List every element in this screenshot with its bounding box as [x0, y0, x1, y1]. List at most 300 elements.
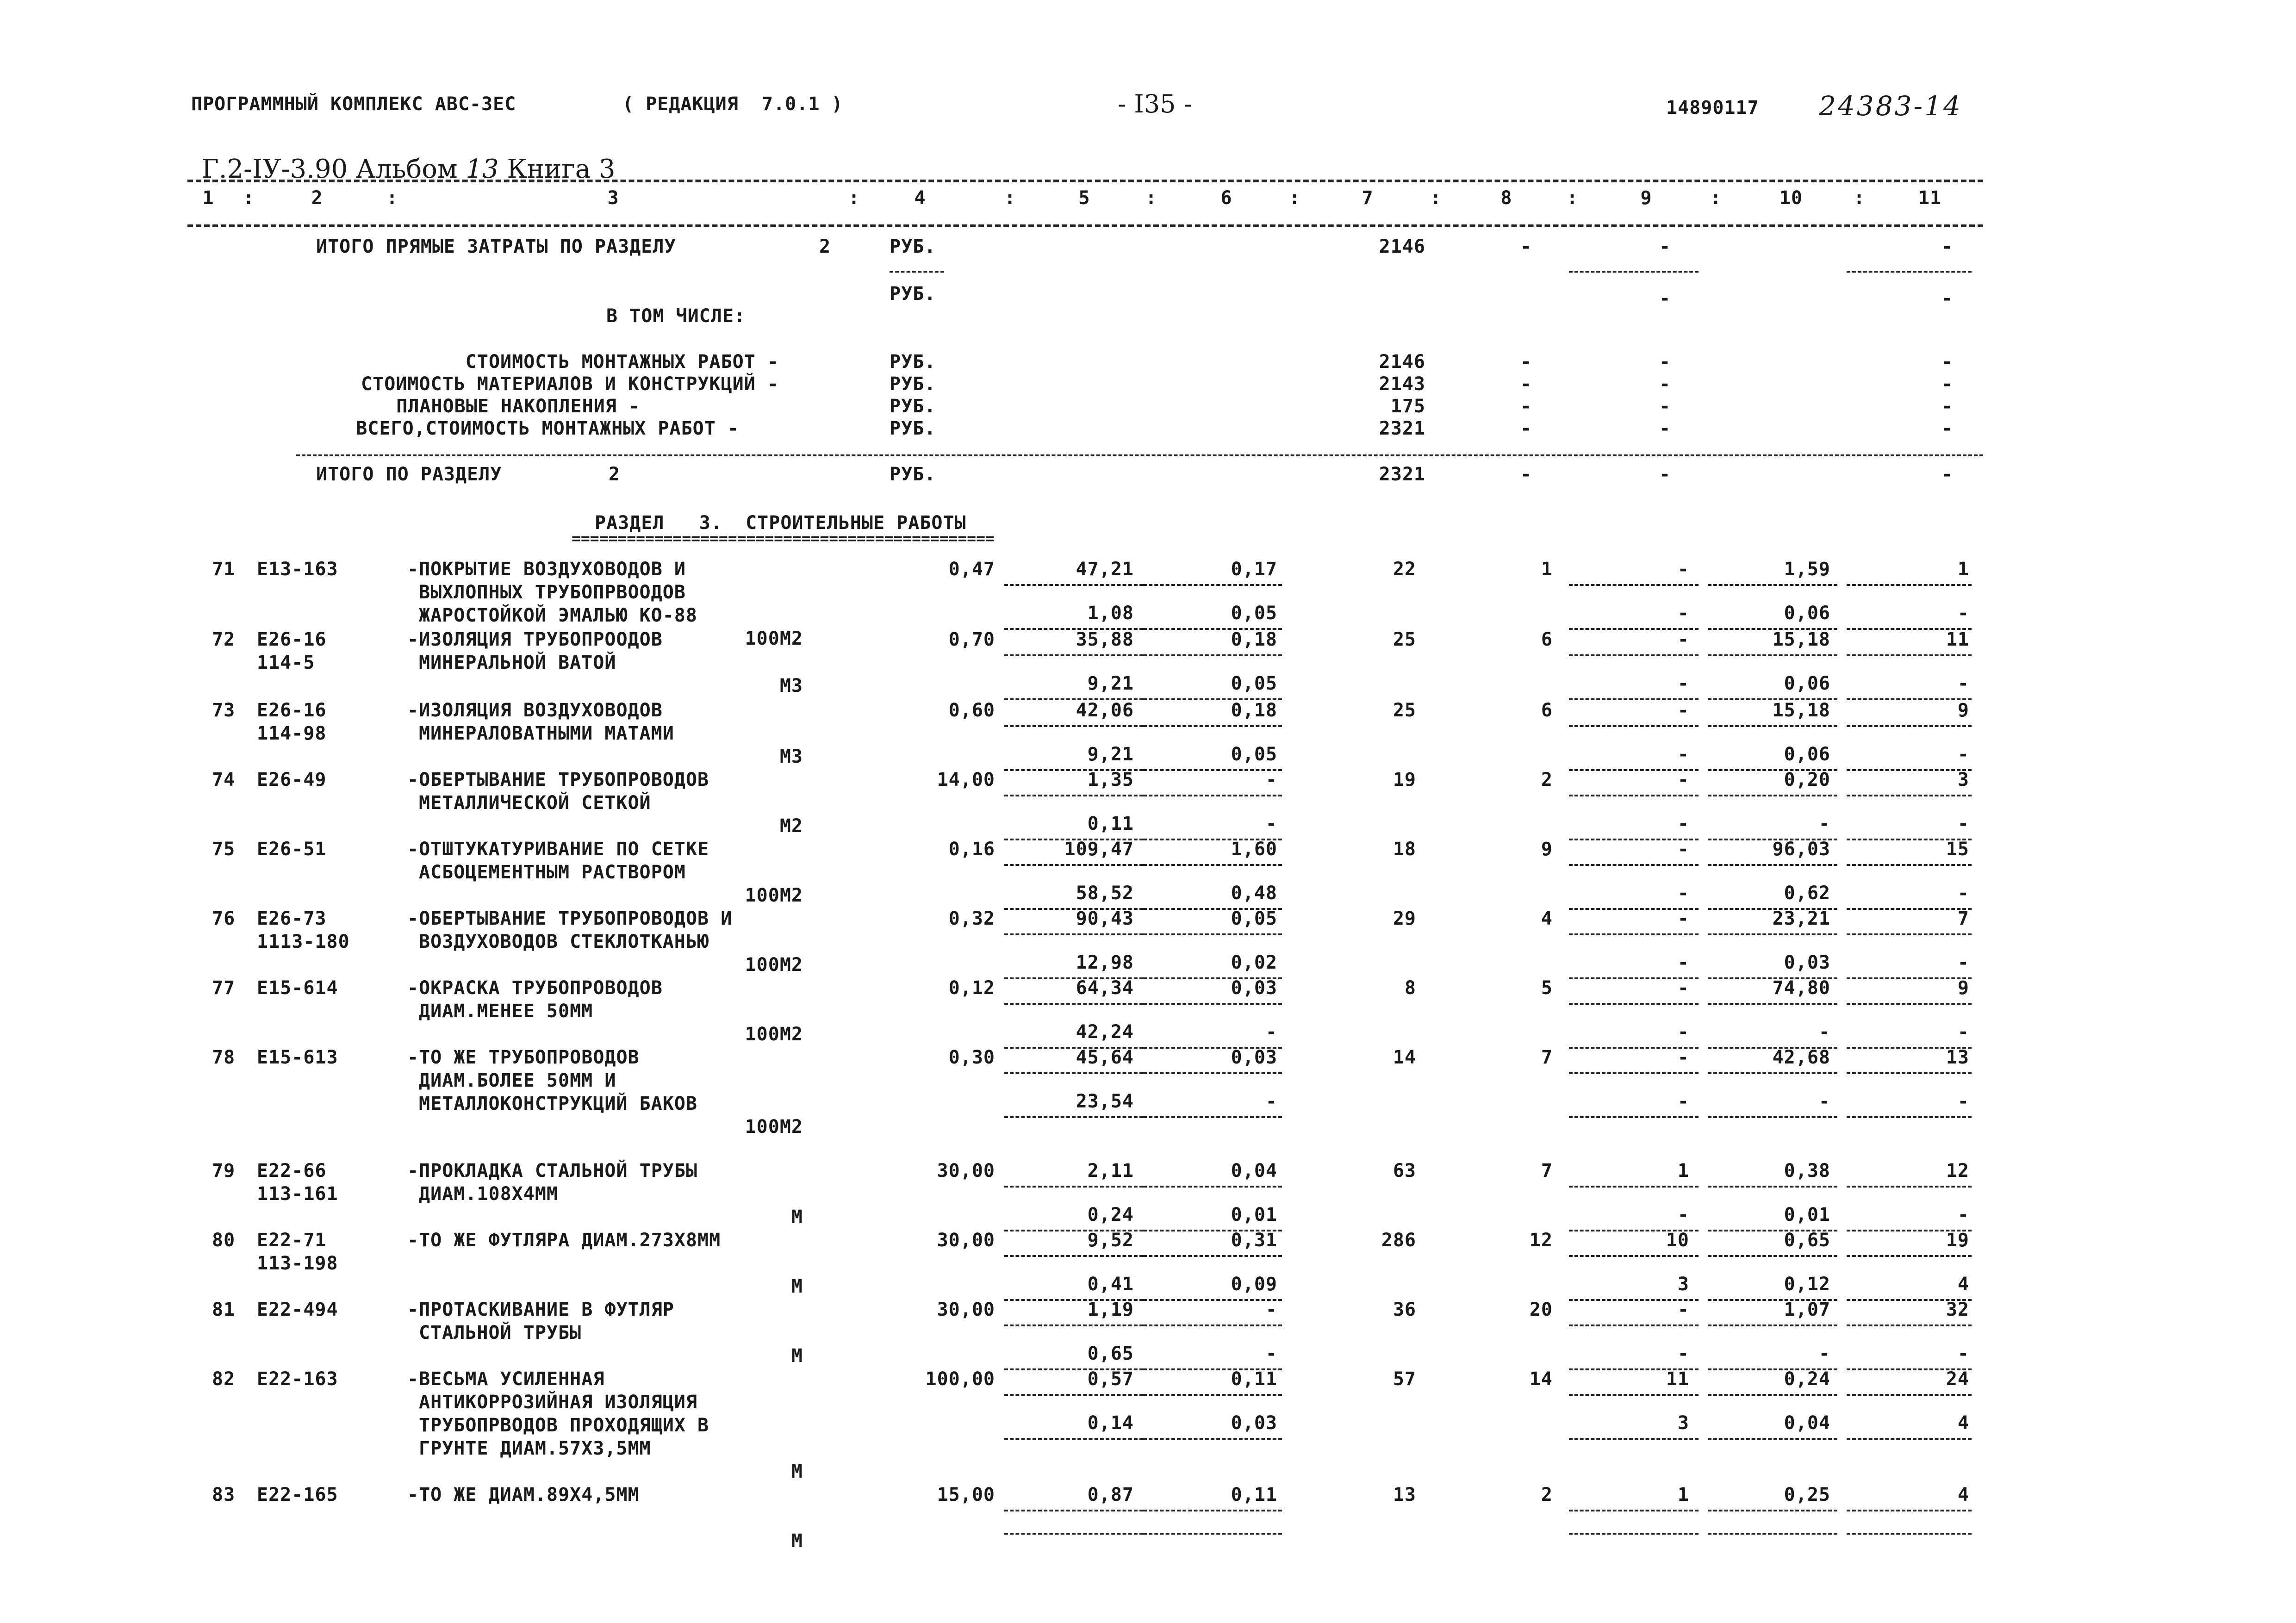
- item-col8: 14: [1529, 1368, 1553, 1390]
- item-col5: 45,64: [1076, 1047, 1134, 1068]
- item-col5-sub: 9,21: [1087, 744, 1134, 765]
- item-quantity: 100,00: [925, 1368, 995, 1390]
- underline: [1143, 1255, 1282, 1257]
- item-col11-sub: -: [1957, 744, 1969, 765]
- item-col10: 0,20: [1784, 769, 1830, 790]
- item-col7: 14: [1393, 1047, 1416, 1068]
- item-code-secondary: 114-98: [257, 723, 327, 744]
- underline: [1004, 1003, 1143, 1005]
- item-description: -ОБЕРТЫВАНИЕ ТРУБОПРОВОДОВ И: [407, 908, 733, 929]
- col-header-5: 5: [1078, 187, 1090, 209]
- col-header-7: 7: [1362, 187, 1374, 209]
- col-sep: :: [848, 187, 860, 209]
- item-col9-sub: 3: [1677, 1274, 1689, 1295]
- item-col8: 7: [1541, 1047, 1553, 1068]
- item-col9: -: [1677, 769, 1689, 790]
- underline: [1143, 1394, 1282, 1396]
- item-col11: 9: [1957, 977, 1969, 999]
- summary-row-label: СТОИМОСТЬ МОНТАЖНЫХ РАБОТ -: [465, 351, 779, 373]
- item-col6-sub: -: [1265, 813, 1277, 834]
- item-col11-sub: -: [1957, 603, 1969, 624]
- underline: [1569, 584, 1699, 586]
- underline: [1708, 795, 1837, 796]
- item-col5: 64,34: [1076, 977, 1134, 999]
- item-unit: 100М2: [745, 1024, 803, 1045]
- item-col9: -: [1677, 908, 1689, 929]
- item-col5-sub: 0,14: [1087, 1412, 1134, 1434]
- col-sep: :: [1854, 187, 1866, 209]
- underline: [1143, 725, 1282, 727]
- dash: -: [1941, 396, 1954, 417]
- total-direct-unit: РУБ.: [890, 236, 936, 257]
- item-number: 83: [212, 1484, 236, 1505]
- underline: [1004, 1072, 1143, 1074]
- total-section-label: ИТОГО ПО РАЗДЕЛУ: [316, 464, 502, 485]
- item-col5-sub: 0,41: [1087, 1274, 1134, 1295]
- item-description: АСБОЦЕМЕНТНЫМ РАСТВОРОМ: [419, 862, 686, 883]
- item-col5-sub: 0,11: [1087, 813, 1134, 834]
- dash: -: [1941, 236, 1954, 257]
- item-col9-sub: -: [1677, 744, 1689, 765]
- item-col8: 20: [1529, 1299, 1553, 1320]
- underline: [1708, 654, 1837, 656]
- item-col6-sub: 0,02: [1231, 952, 1277, 973]
- item-description: МЕТАЛЛОКОНСТРУКЦИЙ БАКОВ: [419, 1093, 697, 1114]
- col-header-4: 4: [914, 187, 926, 209]
- item-col6: 0,03: [1231, 1047, 1277, 1068]
- item-col10-sub: -: [1818, 1021, 1830, 1043]
- item-col6: -: [1265, 769, 1277, 790]
- item-col5: 1,35: [1087, 769, 1134, 790]
- underline: [1004, 654, 1143, 656]
- item-col5-sub: 9,21: [1087, 673, 1134, 694]
- summary-row-label: СТОИМОСТЬ МАТЕРИАЛОВ И КОНСТРУКЦИЙ -: [361, 373, 779, 395]
- item-col5-sub: 0,65: [1087, 1343, 1134, 1364]
- section2-summary: [0, 0, 2296, 509]
- underline: [1847, 1186, 1972, 1188]
- underline: [1143, 1003, 1282, 1005]
- item-col10-sub: 0,06: [1784, 744, 1830, 765]
- underline: [1569, 933, 1699, 935]
- item-col10: 0,25: [1784, 1484, 1830, 1505]
- item-description: ДИАМ.108Х4ММ: [419, 1183, 558, 1205]
- dash: -: [1520, 464, 1532, 485]
- col-sep: :: [386, 187, 398, 209]
- item-col11-sub: -: [1957, 1204, 1969, 1225]
- item-col7: 25: [1393, 700, 1416, 721]
- item-unit: М: [791, 1461, 803, 1482]
- underline: [1708, 1255, 1837, 1257]
- item-number: 71: [212, 559, 236, 580]
- underline: [1143, 1533, 1282, 1535]
- item-col9: 10: [1666, 1230, 1689, 1251]
- item-col10-sub: -: [1818, 1091, 1830, 1112]
- item-description: ВЫХЛОПНЫХ ТРУБОПРВООДОВ: [419, 582, 686, 603]
- item-col10: 15,18: [1772, 629, 1830, 650]
- dash: -: [1520, 236, 1532, 257]
- underline: [1143, 1186, 1282, 1188]
- item-unit: М: [791, 1276, 803, 1297]
- item-code: Е22-71: [257, 1230, 327, 1251]
- underline: [1004, 1510, 1143, 1511]
- underline: [1708, 1186, 1837, 1188]
- item-quantity: 30,00: [937, 1160, 995, 1181]
- underline: [1004, 1255, 1143, 1257]
- underline: [1847, 698, 1972, 700]
- underline: [1847, 1003, 1972, 1005]
- item-col7: 29: [1393, 908, 1416, 929]
- item-col8: 6: [1541, 629, 1553, 650]
- summary-row-unit: РУБ.: [890, 396, 936, 417]
- item-col10: 15,18: [1772, 700, 1830, 721]
- item-code: Е26-16: [257, 629, 327, 650]
- item-col5: 47,21: [1076, 559, 1134, 580]
- item-col6: 1,60: [1231, 839, 1277, 860]
- item-col7: 36: [1393, 1299, 1416, 1320]
- total-direct-value: 2146: [1379, 236, 1425, 257]
- underline: [1569, 271, 1699, 273]
- underline: [1143, 1438, 1282, 1440]
- total-direct-label: ИТОГО ПРЯМЫЕ ЗАТРАТЫ ПО РАЗДЕЛУ: [316, 236, 676, 257]
- item-unit: М: [791, 1345, 803, 1367]
- underline: [1569, 1072, 1699, 1074]
- item-col10-sub: -: [1818, 813, 1830, 834]
- underline: [1569, 864, 1699, 866]
- item-col7: 13: [1393, 1484, 1416, 1505]
- item-col5: 0,57: [1087, 1368, 1134, 1390]
- item-code: Е22-163: [257, 1368, 338, 1390]
- item-col7: 25: [1393, 629, 1416, 650]
- underline: [1708, 864, 1837, 866]
- item-description: АНТИКОРРОЗИЙНАЯ ИЗОЛЯЦИЯ: [419, 1392, 697, 1413]
- underline: [1708, 1116, 1837, 1118]
- dash: -: [1941, 373, 1954, 395]
- underline: [1847, 795, 1972, 796]
- underline: [1004, 933, 1143, 935]
- underline: [1143, 864, 1282, 866]
- item-col6: 0,31: [1231, 1230, 1277, 1251]
- col-sep: :: [1430, 187, 1442, 209]
- item-unit: 100М2: [745, 1116, 803, 1138]
- item-description: -ОТШТУКАТУРИВАНИЕ ПО СЕТКЕ: [407, 839, 709, 860]
- underline: [1143, 1116, 1282, 1118]
- item-description: -ВЕСЬМА УСИЛЕННАЯ: [407, 1368, 605, 1390]
- item-col6-sub: -: [1265, 1021, 1277, 1043]
- item-col7: 8: [1404, 977, 1416, 999]
- item-col5: 109,47: [1064, 839, 1134, 860]
- underline: [1004, 1325, 1143, 1326]
- total-section-num: 2: [609, 464, 621, 485]
- item-quantity: 0,47: [948, 559, 995, 580]
- item-quantity: 0,30: [948, 1047, 995, 1068]
- item-unit: М: [791, 1530, 803, 1552]
- col-header-3: 3: [607, 187, 619, 209]
- summary-row-value: 2321: [1379, 418, 1425, 439]
- item-col10-sub: 0,03: [1784, 952, 1830, 973]
- item-unit: 100М2: [745, 628, 803, 649]
- item-col7: 22: [1393, 559, 1416, 580]
- col-sep: :: [243, 187, 255, 209]
- col-header-2: 2: [311, 187, 323, 209]
- item-description: ДИАМ.МЕНЕЕ 50ММ: [419, 1001, 593, 1022]
- program-name: ПРОГРАММНЫЙ КОМПЛЕКС АВС-3ЕС: [191, 93, 516, 115]
- item-number: 80: [212, 1230, 236, 1251]
- item-code-secondary: 114-5: [257, 652, 315, 673]
- item-col6: 0,18: [1231, 700, 1277, 721]
- underline: [1847, 1116, 1972, 1118]
- item-unit: М: [791, 1206, 803, 1228]
- item-col9: -: [1677, 1047, 1689, 1068]
- item-number: 76: [212, 908, 236, 929]
- item-col8: 9: [1541, 839, 1553, 860]
- item-col11-sub: 4: [1957, 1274, 1969, 1295]
- underline: [1847, 1394, 1972, 1396]
- item-description: -ОКРАСКА ТРУБОПРОВОДОВ: [407, 977, 663, 999]
- item-col10: 42,68: [1772, 1047, 1830, 1068]
- item-col10: 1,07: [1784, 1299, 1830, 1320]
- item-col6-sub: 0,01: [1231, 1204, 1277, 1225]
- item-col9: -: [1677, 700, 1689, 721]
- item-col9-sub: -: [1677, 1021, 1689, 1043]
- item-description: -ИЗОЛЯЦИЯ ТРУБОПРООДОВ: [407, 629, 663, 650]
- item-col7: 19: [1393, 769, 1416, 790]
- item-quantity: 0,60: [948, 700, 995, 721]
- doc-code: 14890117: [1666, 97, 1759, 118]
- item-col10: 96,03: [1772, 839, 1830, 860]
- dash: -: [1659, 464, 1671, 485]
- item-col6: 0,03: [1231, 977, 1277, 999]
- item-col11: 32: [1946, 1299, 1969, 1320]
- section3-title: РАЗДЕЛ 3. СТРОИТЕЛЬНЫЕ РАБОТЫ: [595, 512, 966, 534]
- underline: [1708, 584, 1837, 586]
- item-quantity: 0,32: [948, 908, 995, 929]
- col-sep: :: [1567, 187, 1579, 209]
- underline: [1847, 654, 1972, 656]
- item-col10-sub: 0,01: [1784, 1204, 1830, 1225]
- col-sep: :: [1145, 187, 1157, 209]
- album-text: Г.2-IУ-3.90 Альбом: [201, 154, 466, 184]
- item-description: -ИЗОЛЯЦИЯ ВОЗДУХОВОДОВ: [407, 700, 663, 721]
- underline: [1143, 654, 1282, 656]
- item-quantity: 30,00: [937, 1299, 995, 1320]
- item-code: Е22-494: [257, 1299, 338, 1320]
- item-description: СТАЛЬНОЙ ТРУБЫ: [419, 1322, 582, 1343]
- edition-label: ( РЕДАКЦИЯ 7.0.1 ): [622, 93, 843, 115]
- item-col10: 0,65: [1784, 1230, 1830, 1251]
- item-col5: 1,19: [1087, 1299, 1134, 1320]
- underline: [1143, 1510, 1282, 1511]
- underline: [1708, 1003, 1837, 1005]
- item-col5-sub: 12,98: [1076, 952, 1134, 973]
- item-col11: 19: [1946, 1230, 1969, 1251]
- underline: [1004, 1394, 1143, 1396]
- item-col5: 90,43: [1076, 908, 1134, 929]
- item-unit: 100М2: [745, 954, 803, 976]
- summary-row-unit: РУБ.: [890, 373, 936, 395]
- item-col11: 11: [1946, 629, 1969, 650]
- dash: -: [1659, 288, 1671, 309]
- item-code: Е15-614: [257, 977, 338, 999]
- item-description: -ТО ЖЕ ТРУБОПРОВОДОВ: [407, 1047, 640, 1068]
- item-col6-sub: -: [1265, 1343, 1277, 1364]
- item-number: 82: [212, 1368, 236, 1390]
- dash: -: [1520, 396, 1532, 417]
- underline: [1847, 1438, 1972, 1440]
- dash: -: [1520, 373, 1532, 395]
- item-col6-sub: 0,05: [1231, 744, 1277, 765]
- item-col5-sub: 42,24: [1076, 1021, 1134, 1043]
- item-number: 78: [212, 1047, 236, 1068]
- item-col9-sub: -: [1677, 673, 1689, 694]
- col-header-1: 1: [202, 187, 214, 209]
- item-number: 75: [212, 839, 236, 860]
- underline: [1569, 1325, 1699, 1326]
- item-col7: 57: [1393, 1368, 1416, 1390]
- item-unit: М2: [779, 815, 803, 837]
- underline: [890, 271, 944, 273]
- item-description: -ТО ЖЕ ДИАМ.89Х4,5ММ: [407, 1484, 640, 1505]
- item-col9: 1: [1677, 1484, 1689, 1505]
- item-col9-sub: -: [1677, 1091, 1689, 1112]
- item-col11: 7: [1957, 908, 1969, 929]
- underline: [1847, 1255, 1972, 1257]
- dash: -: [1659, 351, 1671, 373]
- item-code: Е26-16: [257, 700, 327, 721]
- col-sep: :: [1004, 187, 1016, 209]
- total-direct-section: 2: [819, 236, 831, 257]
- dash: -: [1520, 418, 1532, 439]
- underline: [1004, 725, 1143, 727]
- summary-row-value: 2143: [1379, 373, 1425, 395]
- item-col5-sub: 0,24: [1087, 1204, 1134, 1225]
- item-col9-sub: -: [1677, 952, 1689, 973]
- item-col10-sub: 0,06: [1784, 673, 1830, 694]
- item-description: -ПРОТАСКИВАНИЕ В ФУТЛЯР: [407, 1299, 674, 1320]
- item-col9: 11: [1666, 1368, 1689, 1390]
- item-code: Е26-73: [257, 908, 327, 929]
- item-unit: М3: [779, 746, 803, 767]
- item-code-secondary: 113-198: [257, 1253, 338, 1274]
- underline: [1847, 933, 1972, 935]
- item-col10: 23,21: [1772, 908, 1830, 929]
- item-col10-sub: -: [1818, 1343, 1830, 1364]
- item-col11: 4: [1957, 1484, 1969, 1505]
- item-col6-sub: 0,09: [1231, 1274, 1277, 1295]
- item-col9-sub: -: [1677, 1343, 1689, 1364]
- underline: [1847, 1510, 1972, 1511]
- item-col5-sub: 1,08: [1087, 603, 1134, 624]
- item-col8: 2: [1541, 1484, 1553, 1505]
- col-sep: :: [1289, 187, 1301, 209]
- dash: -: [1941, 464, 1954, 485]
- col-header-9: 9: [1640, 187, 1652, 209]
- summary-rule: [296, 454, 1983, 456]
- dash: -: [1659, 418, 1671, 439]
- item-col11: 1: [1957, 559, 1969, 580]
- underline: [1004, 1438, 1143, 1440]
- underline: [1569, 654, 1699, 656]
- dash: -: [1659, 236, 1671, 257]
- col-header-6: 6: [1220, 187, 1232, 209]
- underline: [1569, 1003, 1699, 1005]
- item-col6: -: [1265, 1299, 1277, 1320]
- page-number: - I35 -: [1118, 89, 1192, 118]
- item-col10: 0,38: [1784, 1160, 1830, 1181]
- item-col9: -: [1677, 1299, 1689, 1320]
- item-col10: 1,59: [1784, 559, 1830, 580]
- underline: [1143, 584, 1282, 586]
- underline: [1708, 1325, 1837, 1326]
- item-col9: 1: [1677, 1160, 1689, 1181]
- underline: [1708, 725, 1837, 727]
- item-number: 79: [212, 1160, 236, 1181]
- item-col11: 15: [1946, 839, 1969, 860]
- underline: [1004, 1533, 1143, 1535]
- item-col9-sub: -: [1677, 1204, 1689, 1225]
- item-col6: 0,17: [1231, 559, 1277, 580]
- underline: [1143, 1325, 1282, 1326]
- underline: [1143, 1072, 1282, 1074]
- item-col7: 63: [1393, 1160, 1416, 1181]
- col-header-11: 11: [1918, 187, 1942, 209]
- item-col10-sub: 0,06: [1784, 603, 1830, 624]
- underline: [1569, 1438, 1699, 1440]
- item-col7: 286: [1381, 1230, 1416, 1251]
- underline: [1708, 1394, 1837, 1396]
- handwritten-stamp: 24383-14: [1819, 90, 1962, 122]
- item-description: -ОБЕРТЫВАНИЕ ТРУБОПРОВОДОВ: [407, 769, 709, 790]
- item-col6-sub: 0,03: [1231, 1412, 1277, 1434]
- item-col9: -: [1677, 977, 1689, 999]
- section3-underline: ==============================================: [572, 531, 995, 547]
- item-quantity: 15,00: [937, 1484, 995, 1505]
- underline: [1143, 795, 1282, 796]
- item-col8: 2: [1541, 769, 1553, 790]
- item-description: -ТО ЖЕ ФУТЛЯРА ДИАМ.273Х8ММ: [407, 1230, 721, 1251]
- underline: [1847, 584, 1972, 586]
- summary-row-value: 175: [1390, 396, 1425, 417]
- unit-rub: РУБ.: [890, 283, 936, 305]
- item-col10: 0,24: [1784, 1368, 1830, 1390]
- item-col5: 2,11: [1087, 1160, 1134, 1181]
- underline: [1847, 864, 1972, 866]
- item-col10: 74,80: [1772, 977, 1830, 999]
- underline: [1708, 1072, 1837, 1074]
- item-col11-sub: -: [1957, 673, 1969, 694]
- item-description: ТРУБОПРВОДОВ ПРОХОДЯЩИХ В: [419, 1415, 709, 1436]
- item-description: ГРУНТЕ ДИАМ.57Х3,5ММ: [419, 1438, 651, 1459]
- dash: -: [1941, 288, 1954, 309]
- item-col11: 24: [1946, 1368, 1969, 1390]
- item-col9-sub: 3: [1677, 1412, 1689, 1434]
- summary-row-value: 2146: [1379, 351, 1425, 373]
- item-code: Е13-163: [257, 559, 338, 580]
- item-quantity: 0,16: [948, 839, 995, 860]
- item-col6: 0,11: [1231, 1368, 1277, 1390]
- item-description: МИНЕРАЛЬНОЙ ВАТОЙ: [419, 652, 616, 673]
- item-code: Е26-49: [257, 769, 327, 790]
- underline: [1004, 1186, 1143, 1188]
- dash: -: [1941, 351, 1954, 373]
- underline: [1004, 864, 1143, 866]
- summary-row-unit: РУБ.: [890, 418, 936, 439]
- item-col10-sub: 0,62: [1784, 883, 1830, 904]
- item-code: Е15-613: [257, 1047, 338, 1068]
- item-col5-sub: 58,52: [1076, 883, 1134, 904]
- col-header-8: 8: [1500, 187, 1512, 209]
- item-col9: -: [1677, 839, 1689, 860]
- underline: [1708, 1438, 1837, 1440]
